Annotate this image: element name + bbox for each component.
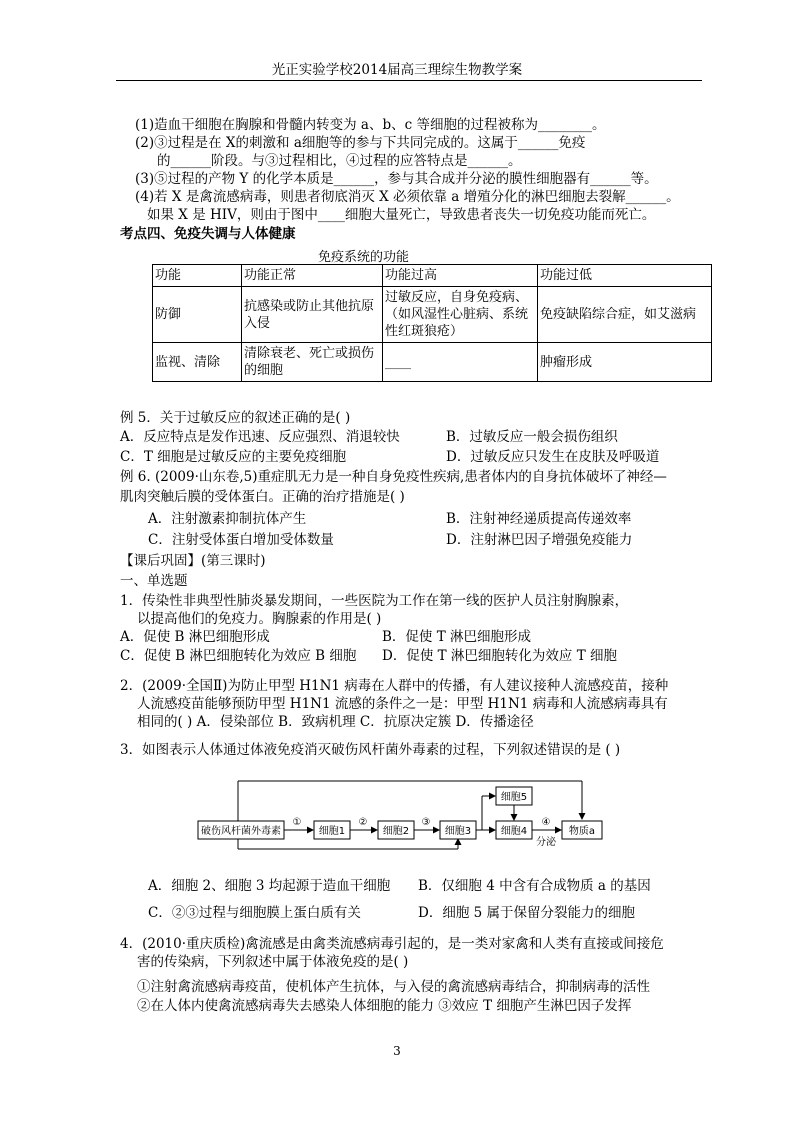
page-number: 3	[393, 1044, 401, 1058]
option: A．促使 B 淋巴细胞形成	[120, 629, 270, 645]
example-question: 肌肉突触后膜的受体蛋白。正确的治疗措施是( )	[120, 489, 405, 505]
table-cell: 免疫缺陷综合症，如艾滋病	[538, 287, 712, 343]
section-heading: 一、单选题	[120, 573, 188, 589]
option: B．注射神经递质提高传递效率	[446, 511, 632, 527]
example-question: 例 5．关于过敏反应的叙述正确的是( )	[120, 410, 351, 426]
option: C．注射受体蛋白增加受体数量	[148, 532, 334, 548]
question-text: 2．(2009·全国Ⅱ)为防止甲型 H1N1 病毒在人群中的传播，有人建议接种人流感疫苗，接种	[120, 678, 669, 694]
table-row	[153, 343, 712, 382]
option: C．促使 B 淋巴细胞转化为效应 B 细胞	[120, 648, 357, 664]
table-cell: ____	[383, 343, 538, 382]
substance-a-label: 物质a	[568, 826, 596, 837]
header-rule	[116, 80, 702, 81]
table-header-cell: 功能	[153, 265, 242, 287]
question-line: (1)造血干细胞在胸腺和骨髓内转变为 a、b、c 等细胞的过程被称为________。	[135, 117, 606, 133]
table-header-cell: 功能过低	[538, 265, 712, 287]
section-title: 考点四、免疫失调与人体健康	[120, 226, 296, 242]
question-line: (4)若 X 是禽流感病毒，则患者彻底消灭 X 必须依靠 a 增殖分化的淋巴细胞去裂解______。	[135, 189, 680, 205]
question-text: 3．如图表示人体通过体液免疫消灭破伤风杆菌外毒素的过程，下列叙述错误的是 ( )	[120, 742, 621, 758]
cell3-label: 细胞3	[444, 826, 472, 837]
statement: ②在人体内使禽流感病毒失去感染人体细胞的能力 ③效应 T 细胞产生淋巴因子发挥	[137, 998, 632, 1014]
table-cell: 肿瘤形成	[538, 343, 712, 382]
page-header: 光正实验学校2014届高三理综生物教学案	[271, 62, 523, 78]
option: D．过敏反应只发生在皮肤及呼吸道	[446, 449, 660, 465]
table-row	[153, 287, 712, 343]
table-cell: 抗感染或防止其他抗原入侵	[242, 287, 383, 343]
option: C．T 细胞是过敏反应的主要免疫细胞	[120, 449, 347, 465]
section-heading: 【课后巩固】(第三课时)	[120, 553, 266, 569]
cell2-label: 细胞2	[382, 826, 410, 837]
question-text: 害的传染病，下列叙述中属于体液免疫的是( )	[137, 954, 409, 970]
question-text: 人流感疫苗能够预防甲型 H1N1 流感的条件之一是：甲型 H1N1 病毒和人流感病毒具有	[137, 696, 668, 712]
table-cell: 过敏反应，自身免疫病、（如风湿性心脏病、系统性红斑狼疮）	[383, 287, 538, 343]
option: A．细胞 2、细胞 3 均起源于造血干细胞	[148, 878, 391, 894]
option: B．过敏反应一般会损伤组织	[446, 429, 618, 445]
step-4-label: ④	[541, 817, 551, 828]
humoral-immunity-diagram	[196, 775, 616, 855]
option: B．仅细胞 4 中含有合成物质 a 的基因	[418, 878, 651, 894]
cell1-label: 细胞1	[318, 826, 346, 837]
table-header-row	[153, 265, 712, 287]
option: A．注射激素抑制抗体产生	[148, 511, 307, 527]
immune-function-table	[152, 264, 712, 382]
step-2-label: ②	[358, 817, 368, 828]
question-text: 以提高他们的免疫力。胸腺素的作用是( )	[137, 611, 382, 627]
question-text: 4．(2010·重庆质检)禽流感是由禽类流感病毒引起的，是一类对家禽和人类有直接或间接危	[120, 936, 664, 952]
question-text: 1．传染性非典型性肺炎暴发期间，一些医院为工作在第一线的医护人员注射胸腺素，	[120, 593, 629, 609]
option: C．②③过程与细胞膜上蛋白质有关	[148, 905, 361, 921]
option: A．反应特点是发作迅速、反应强烈、消退较快	[120, 429, 400, 445]
step-1-label: ①	[292, 817, 302, 828]
table-cell: 清除衰老、死亡或损伤的细胞	[242, 343, 383, 382]
table-cell: 监视、清除	[153, 343, 242, 382]
table-cell: 防御	[153, 287, 242, 343]
option: D．促使 T 淋巴细胞转化为效应 T 细胞	[382, 648, 617, 664]
toxin-node-label: 破伤风杆菌外毒素	[201, 826, 281, 837]
table-header-cell: 功能正常	[242, 265, 383, 287]
option: B．促使 T 淋巴细胞形成	[382, 629, 532, 645]
example-question: 例 6. (2009·山东卷,5)重症肌无力是一种自身免疫性疾病,患者体内的自身抗体破坏了神经—	[120, 469, 667, 485]
question-text: 相同的( ) A．侵染部位 B．致病机理 C．抗原决定簇 D．传播途径	[137, 714, 534, 730]
cell4-label: 细胞4	[500, 826, 528, 837]
option: D．注射淋巴因子增强免疫能力	[446, 532, 633, 548]
secrete-label: 分泌	[536, 837, 556, 848]
question-line: 如果 X 是 HIV，则由于图中____细胞大量死亡，导致患者丧失一切免疫功能而死亡。	[147, 207, 656, 223]
table-header-cell: 功能过高	[383, 265, 538, 287]
table-title: 免疫系统的功能	[318, 250, 410, 265]
step-3-label: ③	[421, 817, 431, 828]
question-line: 的______阶段。与③过程相比，④过程的应答特点是______。	[157, 153, 522, 169]
statement: ①注射禽流感病毒疫苗，使机体产生抗体，与入侵的禽流感病毒结合，抑制病毒的活性	[137, 979, 650, 995]
option: D．细胞 5 属于保留分裂能力的细胞	[418, 905, 635, 921]
cell5-label: 细胞5	[500, 792, 528, 803]
question-line: (3)⑤过程的产物 Y 的化学本质是______，参与其合成并分泌的膜性细胞器有______等。	[135, 171, 658, 187]
question-line: (2)③过程是在 X的刺激和 a细胞等的参与下共同完成的。这属于______免疫	[135, 135, 586, 151]
